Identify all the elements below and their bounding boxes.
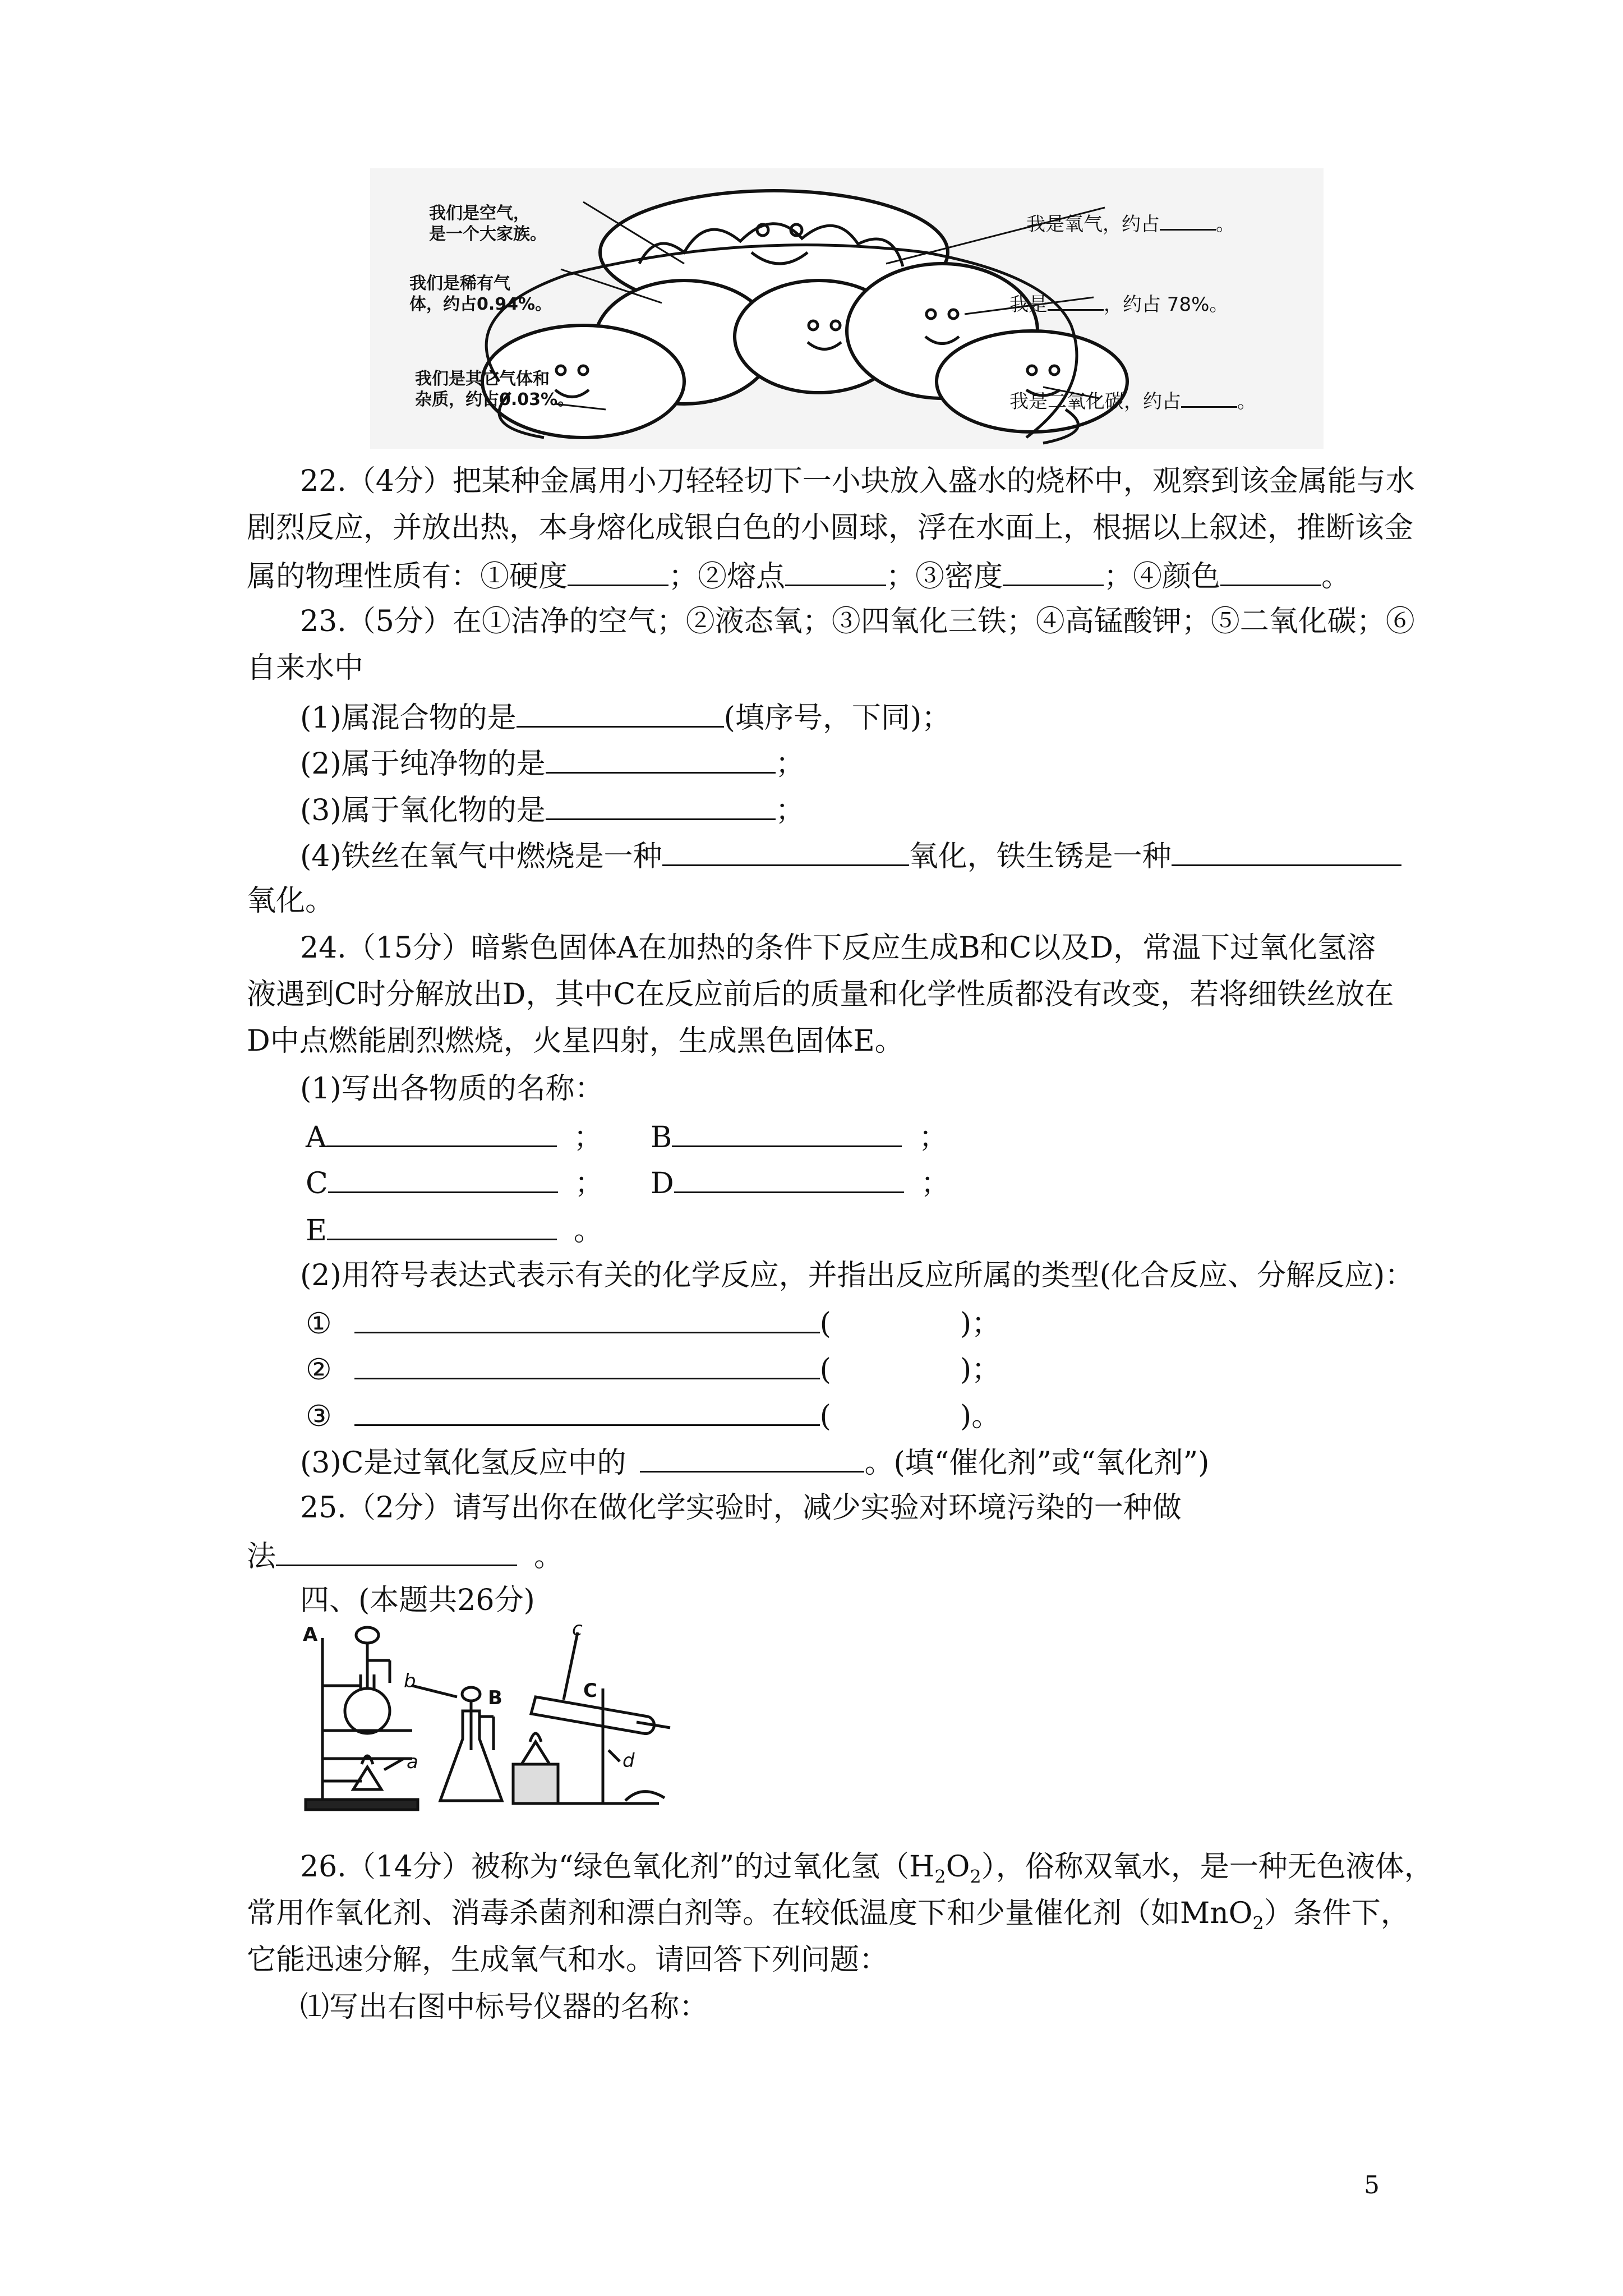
blank-oxide[interactable]: [546, 787, 776, 820]
air-label-family-1: 我们是空气，: [429, 204, 530, 223]
blank-hardness[interactable]: [568, 553, 668, 586]
q24-part-3: (3)C是过氧化氢反应中的 。(填“催化剂”或“氧化剂”): [300, 1439, 1209, 1484]
blank-melting-point[interactable]: [785, 553, 886, 586]
q24-reaction-3: ③ ( )。: [306, 1393, 1000, 1438]
section-4-title: 四、(本题共26分): [300, 1584, 535, 1617]
q26-line-2: 常用作氧化剂、消毒杀菌剂和漂白剂等。在较低温度下和少量催化剂（如MnO$_2$）条件下，: [247, 1897, 1410, 1934]
q23-part-1: (1)属混合物的是 (填序号，下同)；: [300, 694, 951, 739]
q24-line-1: 24.（15分）暗紫色固体A在加热的条件下反应生成B和C以及D，常温下过氧化氢溶: [300, 931, 1376, 965]
q24-name-E: E 。: [306, 1207, 603, 1252]
apparatus-label-C: C: [583, 1680, 597, 1702]
blank-iron-burning-oxidation[interactable]: [662, 833, 909, 866]
q24-line-2: 液遇到C时分解放出D，其中C在反应前后的质量和化学性质都没有改变，若将细铁丝放在: [247, 978, 1394, 1011]
blank-iron-rust-oxidation[interactable]: [1172, 833, 1401, 866]
air-label-oxygen: 我是氧气，约占 。: [1026, 209, 1235, 236]
q26-part-1: ⑴写出右图中标号仪器的名称：: [300, 1990, 709, 2024]
apparatus-label-a: a: [407, 1751, 418, 1773]
q24-reaction-1: ① ( )；: [306, 1300, 1000, 1345]
q24-name-A: A ；: [306, 1114, 603, 1159]
q24-reaction-2: ② ( )；: [306, 1346, 1000, 1391]
q22-line-1: 22.（4分）把某种金属用小刀轻轻切下一小块放入盛水的烧杯中，观察到该金属能与水: [300, 464, 1415, 498]
blank-environment-method[interactable]: [276, 1533, 517, 1566]
lab-apparatus-drawing: [300, 1621, 693, 1818]
q24-part-1: (1)写出各物质的名称：: [300, 1072, 604, 1106]
blank-density[interactable]: [1003, 553, 1104, 586]
blank-A[interactable]: [327, 1114, 557, 1147]
air-label-other-2: 杂质，约占0.03%。: [415, 390, 575, 409]
apparatus-label-A: A: [303, 1623, 318, 1646]
air-composition-figure: [370, 168, 1324, 449]
air-label-family-2: 是一个大家族。: [429, 224, 547, 244]
air-label-noble-1: 我们是稀有气: [409, 274, 510, 293]
air-label-other-1: 我们是其它气体和: [415, 369, 550, 389]
q24-line-3: D中点燃能剧烈燃烧，火星四射，生成黑色固体E。: [247, 1024, 904, 1058]
q26-line-1: 26.（14分）被称为“绿色氧化剂”的过氧化氢$(H_2O_2)$，俗称双氧水，是一种无色液体，: [300, 1850, 1433, 1888]
apparatus-label-d: d: [623, 1750, 635, 1772]
q23-line-1: 23.（5分）在①洁净的空气；②液态氧；③四氧化三铁；④高锰酸钾；⑤二氧化碳；⑥: [300, 605, 1415, 638]
q23-part-2: (2)属于纯净物的是 ；: [300, 740, 805, 785]
apparatus-label-c: c: [572, 1621, 583, 1640]
blank-pure-substance[interactable]: [546, 740, 776, 774]
q24-name-C: C ；: [306, 1160, 604, 1205]
blank-reaction-1[interactable]: [354, 1300, 820, 1333]
air-label-nitrogen: 我是 ，约占 78%。: [1009, 289, 1228, 316]
air-label-co2: 我是二氧化碳，约占 。: [1009, 386, 1256, 413]
apparatus-figure: [300, 1621, 693, 1818]
q23-line-2: 自来水中: [247, 651, 364, 685]
blank-reaction-2[interactable]: [354, 1346, 820, 1379]
q22-line-2: 剧烈反应，并放出热，本身熔化成银白色的小圆球，浮在水面上，根据以上叙述，推断该金: [247, 511, 1414, 545]
blank-D[interactable]: [674, 1160, 904, 1193]
blank-mixture[interactable]: [517, 694, 724, 728]
blank-color[interactable]: [1220, 553, 1321, 586]
q24-part-2: (2)用符号表达式表示有关的化学反应，并指出反应所属的类型(化合反应、分解反应)：: [300, 1259, 1414, 1292]
apparatus-label-b: b: [404, 1670, 416, 1692]
q25-line-2: 法 。: [247, 1533, 563, 1578]
q23-part-4-end: 氧化。: [247, 884, 335, 918]
air-label-noble-2: 体，约占0.94%。: [409, 295, 552, 314]
q23-part-4: (4)铁丝在氧气中燃烧是一种 氧化，铁生锈是一种: [300, 833, 1401, 878]
apparatus-label-B: B: [488, 1687, 502, 1709]
q24-name-B: B ；: [651, 1114, 948, 1159]
page-number: 5: [1364, 2171, 1380, 2200]
blank-reaction-3[interactable]: [354, 1393, 820, 1426]
blank-B[interactable]: [672, 1114, 902, 1147]
q26-line-3: 它能迅速分解，生成氧气和水。请回答下列问题：: [247, 1943, 889, 1977]
q22-line-3: 属的物理性质有：①硬度 ；②熔点 ；③密度 ；④颜色 。: [247, 553, 1350, 598]
blank-E[interactable]: [327, 1207, 557, 1240]
q23-part-3: (3)属于氧化物的是 ；: [300, 787, 805, 832]
blank-catalyst[interactable]: [640, 1439, 864, 1473]
q24-name-D: D ；: [651, 1160, 950, 1205]
blank-C[interactable]: [328, 1160, 558, 1193]
q25-line-1: 25.（2分）请写出你在做化学实验时，减少实验对环境污染的一种做: [300, 1491, 1182, 1525]
